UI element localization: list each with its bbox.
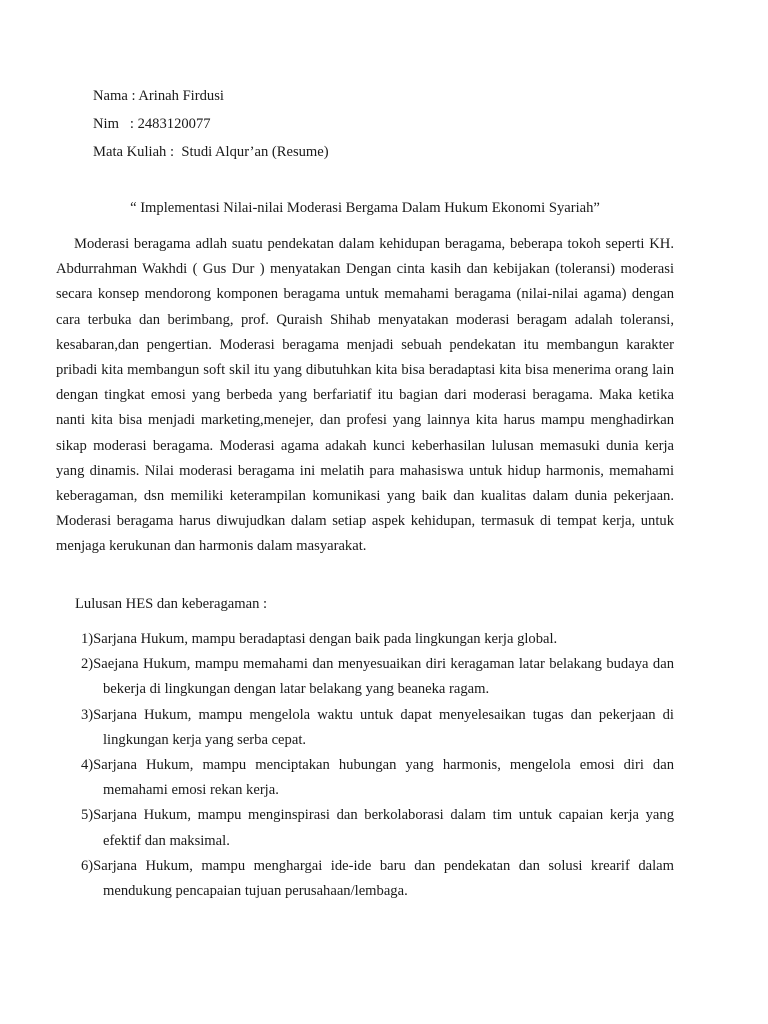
list-item-text: Sarjana Hukum, mampu mengelola waktu untuk dapat menyelesaikan tugas dan pekerjaan di lingkungan kerja yang serba cepat. [93,706,674,748]
list-number: 1) [81,631,94,647]
graduate-list [56,627,674,904]
list-item [56,627,674,652]
list-item [56,703,674,753]
list-item-text: Sarjana Hukum, mampu menghargai ide-ide baru dan pendekatan dan solusi krearif dalam mendukung pencapaian tujuan perusahaan/lembaga. [93,857,674,900]
list-heading: Lulusan HES dan keberagaman : [75,596,268,612]
list-item [56,854,674,904]
student-nim: Nim : 2483120077 [93,116,211,132]
list-number: 6) [81,857,94,874]
list-number: 4) [81,757,94,774]
list-number: 2) [81,656,94,673]
list-item-text: Sarjana Hukum, mampu menginspirasi dan berkolaborasi dalam tim untuk capaian kerja yang efektif dan maksimal. [93,807,674,849]
course-name: Mata Kuliah : Studi Alqur’an (Resume) [93,144,329,160]
list-item-text: Sarjana Hukum, mampu beradaptasi dengan baik pada lingkungan kerja global. [93,631,558,647]
list-item-text: Sarjana Hukum, mampu menciptakan hubungan yang harmonis, mengelola emosi diri dan memahami emosi rekan kerja. [93,757,674,799]
student-name: Nama : Arinah Firdusi [93,88,224,104]
document-title: “ Implementasi Nilai-nilai Moderasi Bergama Dalam Hukum Ekonomi Syariah” [130,200,600,216]
list-item [56,803,674,853]
list-number: 3) [81,706,94,723]
body-paragraph: Moderasi beragama adlah suatu pendekatan dalam kehidupan beragama, beberapa tokoh seperti KH. Abdurrahman Wakhdi ( Gus Dur ) menyatakan Dengan cinta kasih dan kebijakan (toleransi) moderasi secara konsep mendorong komponen beragama untuk memahami beragama (nilai-nilai agama) dengan cara terbuka dan berimbang, prof. Quraish Shihab menyatakan moderasi beragam adalah toleransi, kesabaran,dan pengertian. Moderasi beragama menjadi sebuah pendekatan itu membangun karakter pribadi kita membangun soft skil itu yang dibutuhkan kita bisa beradaptasi kita bisa menerima orang lain dengan tingkat emosi yang berbeda yang berfariatif itu bagian dari moderasi beragama. Maka ketika nanti kita bisa menjadi marketing,menejer, dan profesi yang lainnya kita harus mampu menghadirkan sikap moderasi beragama. Moderasi agama adakah kunci keberhasilan lulusan memasuki dunia kerja yang dinamis. Nilai moderasi beragama ini melatih para mahasiswa untuk hidup harmonis, memahami keberagaman, dsn memiliki keterampilan komunikasi yang baik dan kualitas dalam dunia pekerjaan. Moderasi beragama harus diwujudkan dalam setiap aspek kehidupan, termasuk di tempat kerja, untuk menjaga kerukunan dan harmonis dalam masyarakat. [56,236,674,555]
list-item [56,652,674,702]
list-item-text: Saejana Hukum, mampu memahami dan menyesuaikan diri keragaman latar belakang budaya dan bekerja di lingkungan dengan latar belakang yang beaneka ragam. [93,656,674,698]
list-item [56,753,674,803]
list-number: 5) [81,807,94,824]
student-info [93,86,693,170]
